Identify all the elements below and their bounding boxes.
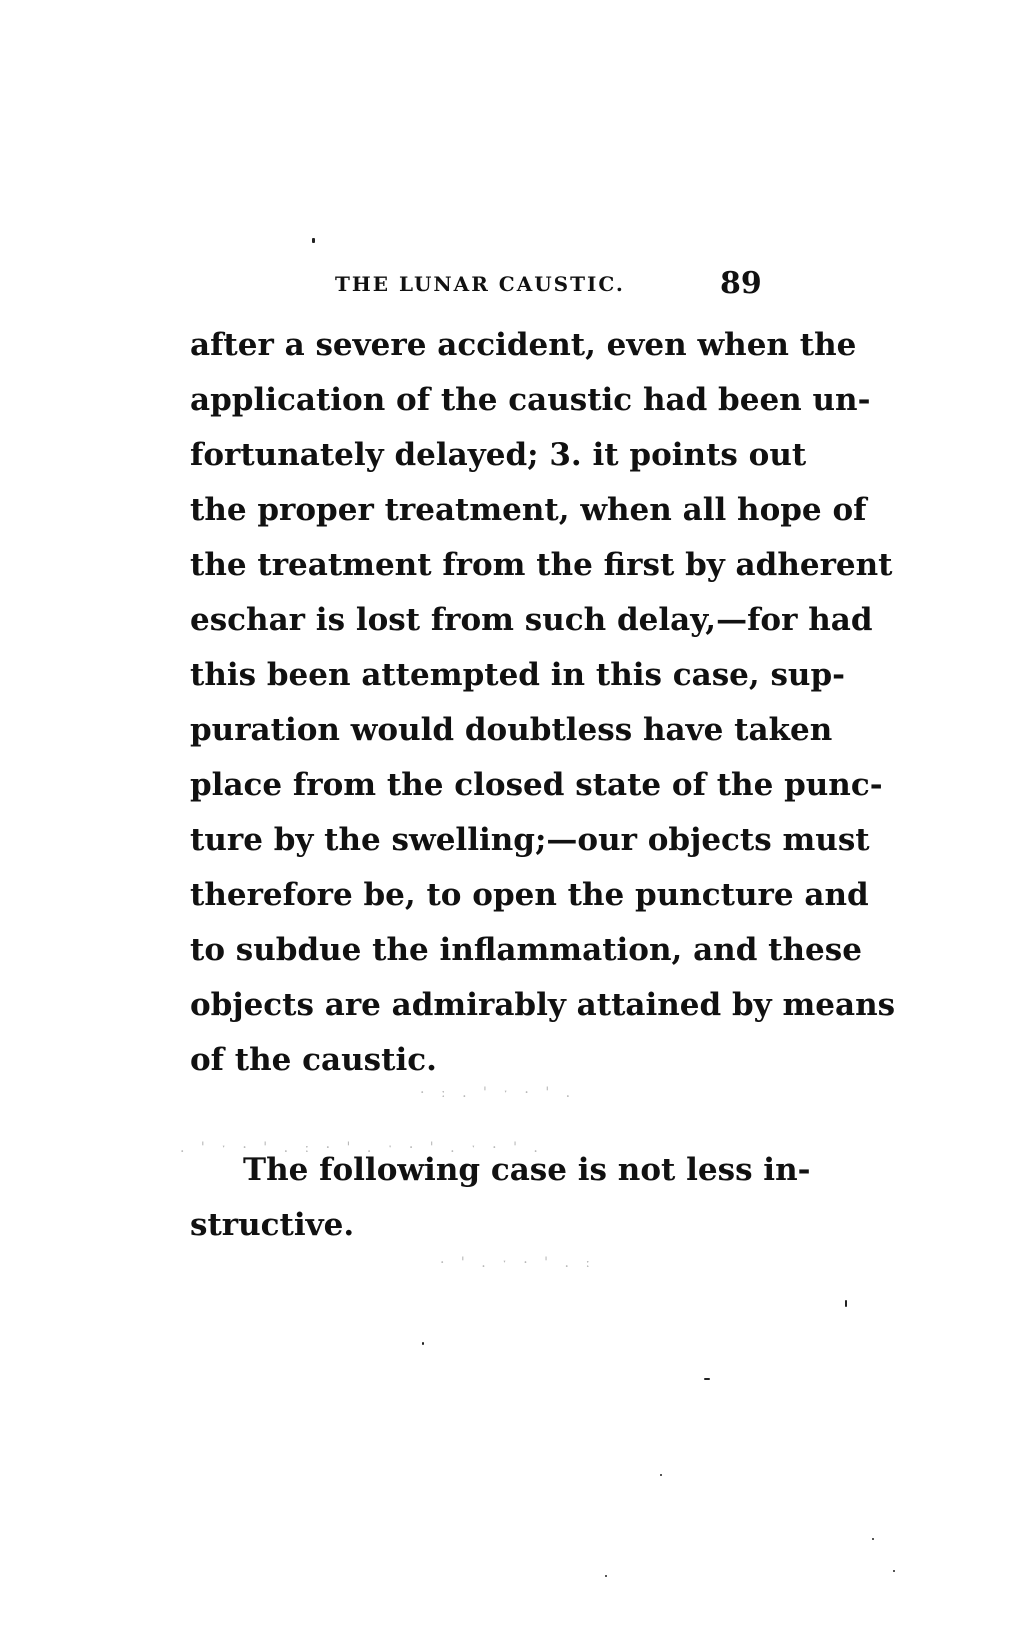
text-line: The following case is not less in- xyxy=(243,1152,811,1188)
scan-speck xyxy=(872,1538,874,1540)
text-line: puration would doubtless have taken xyxy=(190,712,833,748)
text-line: fortunately delayed; 3. it points out xyxy=(190,437,807,473)
text-line: objects are admirably attained by means xyxy=(190,987,896,1023)
text-line: of the caustic. xyxy=(190,1042,437,1078)
scan-speck xyxy=(845,1300,847,1307)
text-line: to subdue the inflammation, and these xyxy=(190,932,862,968)
text-line: the treatment from the first by adherent xyxy=(190,547,893,583)
scan-speck xyxy=(312,238,315,243)
text-line: eschar is lost from such delay,—for had xyxy=(190,602,873,638)
text-line: the proper treatment, when all hope of xyxy=(190,492,867,528)
scan-speck xyxy=(660,1474,662,1476)
scan-speck xyxy=(605,1575,607,1577)
text-line: ture by the swelling;—our objects must xyxy=(190,822,870,858)
text-line: place from the closed state of the punc- xyxy=(190,767,883,803)
scan-speck xyxy=(704,1378,710,1380)
text-line: after a severe accident, even when the xyxy=(190,327,857,363)
page-number: 89 xyxy=(720,266,762,301)
bleed-through-mark: · ː . ' ˑ · ' . xyxy=(420,1085,577,1101)
text-line: therefore be, to open the puncture and xyxy=(190,877,869,913)
bleed-through-mark: . ' ˑ · ' . ː · ' . ˑ · ' . ˑ · ' . xyxy=(180,1140,544,1156)
scan-speck xyxy=(893,1570,895,1572)
scan-speck xyxy=(422,1342,424,1345)
text-line: this been attempted in this case, sup- xyxy=(190,657,846,693)
text-line: application of the caustic had been un- xyxy=(190,382,871,418)
bleed-through-mark: · ' . ˑ · ' . ː xyxy=(440,1255,597,1271)
running-head: THE LUNAR CAUSTIC. xyxy=(335,272,625,296)
text-line: structive. xyxy=(190,1207,355,1243)
